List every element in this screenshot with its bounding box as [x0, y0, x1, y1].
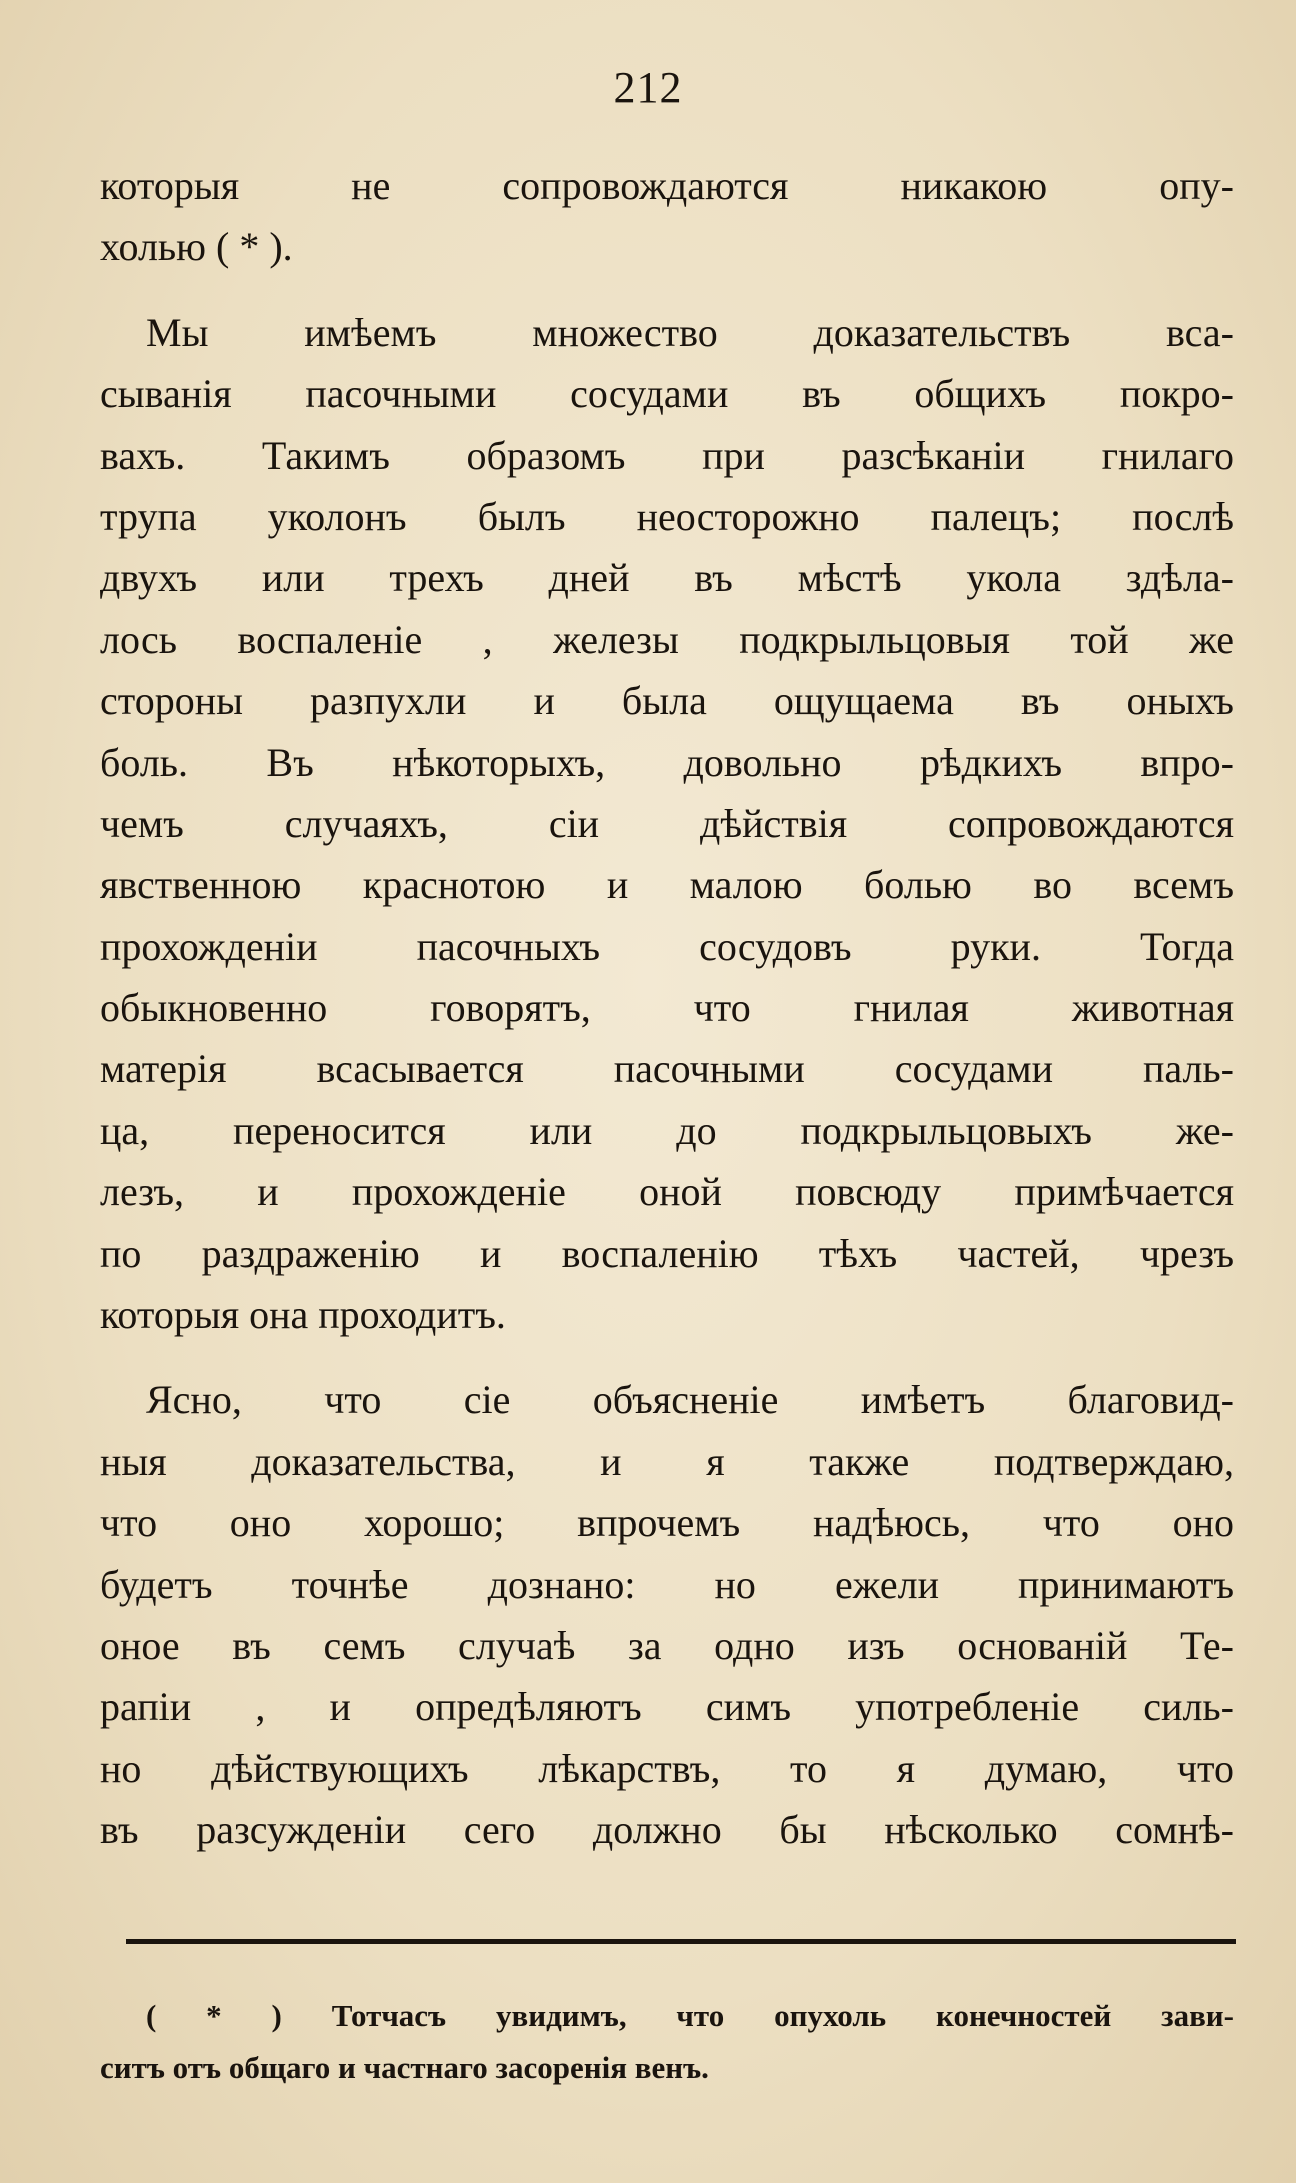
- text-line: холью ( * ).: [100, 224, 293, 270]
- text-line: будетъ точнѣе дознано: но ежели принимаютъ: [100, 1561, 1234, 1607]
- footnote-line: ситъ отъ общаго и частнаго засоренія венъ.: [100, 2050, 709, 2085]
- text-line: Мы имѣемъ множество доказательствъ вса-: [146, 309, 1234, 355]
- text-line: матерія всасывается пасочными сосудами паль-: [100, 1046, 1234, 1092]
- text-line: ца, переносится или до подкрыльцовыхъ же-: [100, 1107, 1234, 1153]
- text-line: лезъ, и прохожденіе оной повсюду примѣчается: [100, 1169, 1234, 1215]
- text-line: рапіи , и опредѣляютъ симъ употребленіе силь-: [100, 1684, 1234, 1730]
- text-line: оное въ семъ случаѣ за одно изъ основаній Те-: [100, 1622, 1234, 1668]
- text-line: которыя она проходитъ.: [100, 1292, 506, 1338]
- text-line: прохожденіи пасочныхъ сосудовъ руки. Тогда: [100, 923, 1234, 969]
- paragraph-2: [100, 302, 1234, 1346]
- text-line: сыванія пасочными сосудами въ общихъ покро-: [100, 371, 1234, 417]
- text-line: трупа уколонъ былъ неосторожно палецъ; послѣ: [100, 493, 1234, 539]
- text-line: Ясно, что сіе объясненіе имѣетъ благовид-: [146, 1377, 1234, 1423]
- text-line: лось воспаленіе , железы подкрыльцовыя той же: [100, 616, 1234, 662]
- text-line: обыкновенно говорятъ, что гнилая животная: [100, 985, 1234, 1031]
- page-number: 212: [613, 63, 683, 112]
- footnote-divider: [126, 1939, 1236, 1944]
- paragraph-3: [100, 1369, 1234, 1860]
- text-line: по раздраженію и воспаленію тѣхъ частей, чрезъ: [100, 1230, 1234, 1276]
- text-line: боль. Въ нѣкоторыхъ, довольно рѣдкихъ впро-: [100, 739, 1234, 785]
- text-line: двухъ или трехъ дней въ мѣстѣ укола здѣла-: [100, 555, 1234, 601]
- body-text: [100, 155, 1234, 1861]
- footnote-line: ( * ) Тотчасъ увидимъ, что опухоль конечностей зави-: [146, 1998, 1234, 2033]
- text-line: стороны разпухли и была ощущаема въ оныхъ: [100, 678, 1234, 724]
- text-line: въ разсужденіи сего должно бы нѣсколько сомнѣ-: [100, 1807, 1234, 1853]
- footnote: [100, 1990, 1234, 2094]
- text-line: которыя не сопровождаются никакою опу-: [100, 163, 1234, 208]
- text-line: что оно хорошо; впрочемъ надѣюсь, что оно: [100, 1500, 1234, 1546]
- text-line: ныя доказательства, и я также подтверждаю,: [100, 1438, 1234, 1484]
- text-line: чемъ случаяхъ, сіи дѣйствія сопровождаются: [100, 800, 1234, 846]
- paragraph-1: [100, 155, 1234, 278]
- text-line: но дѣйствующихъ лѣкарствъ, то я думаю, что: [100, 1745, 1234, 1791]
- text-line: явственною краснотою и малою болью во всемъ: [100, 862, 1234, 908]
- text-line: вахъ. Такимъ образомъ при разсѣканіи гнилаго: [100, 432, 1234, 478]
